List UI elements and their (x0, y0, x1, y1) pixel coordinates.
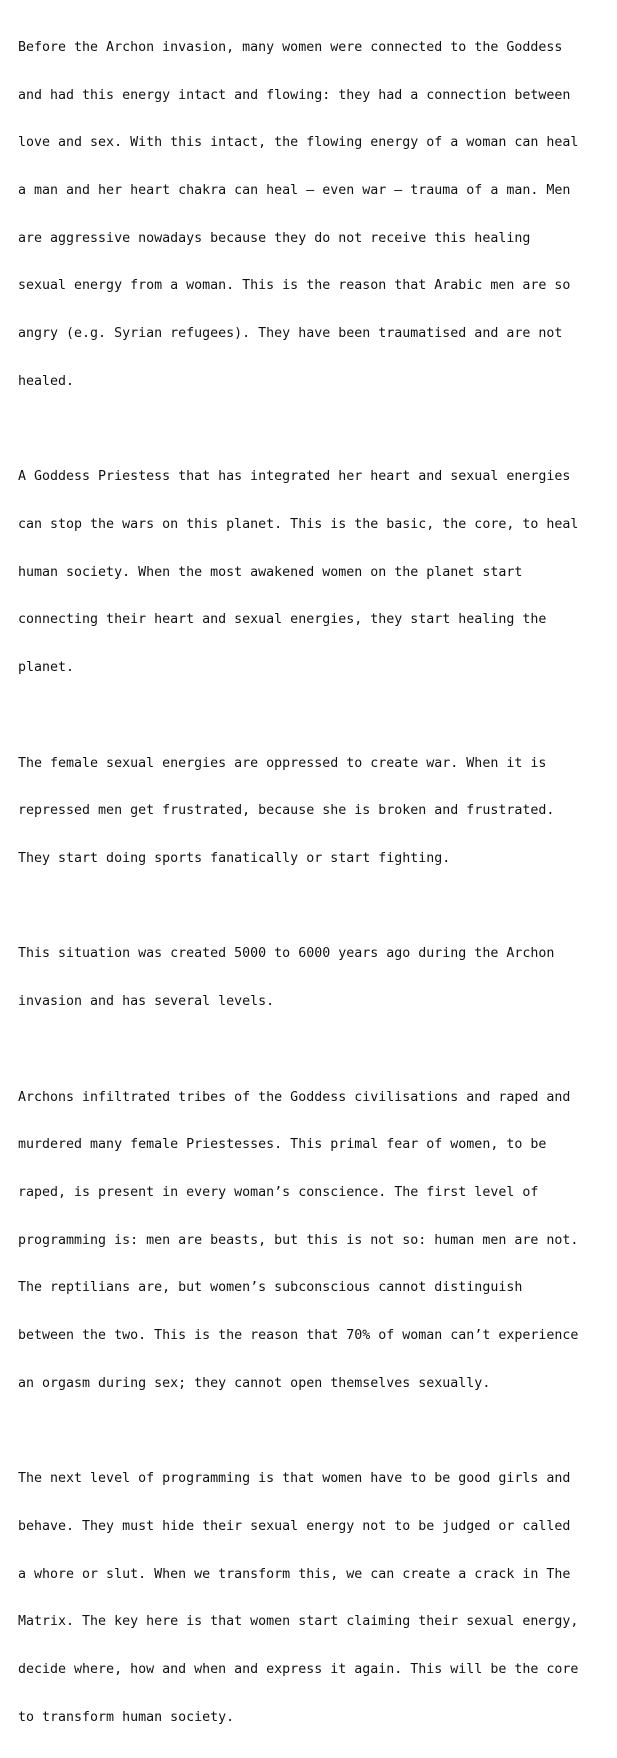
text-line: A Goddess Priestess that has integrated her heart and sexual energies (18, 469, 571, 485)
text-line: and had this energy intact and flowing: they had a connection between (18, 87, 571, 103)
text-line: love and sex. With this intact, the flowing energy of a woman can heal (18, 135, 579, 151)
text-line: murdered many female Priestesses. This primal fear of women, to be (18, 1137, 547, 1153)
text-line: programming is: men are beasts, but this is not so: human men are not. (18, 1232, 579, 1248)
text-line: The next level of programming is that women have to be good girls and (18, 1471, 571, 1487)
text-line: to transform human society. (18, 1709, 235, 1725)
text-line: a whore or slut. When we transform this, we can create a crack in The (18, 1566, 571, 1582)
paragraph-female-energies (18, 724, 617, 899)
text-line: Before the Archon invasion, many women were connected to the Goddess (18, 39, 563, 55)
paragraph-goddess-priestess (18, 437, 617, 707)
text-line: a man and her heart chakra can heal – even war – trauma of a man. Men (18, 182, 571, 198)
text-line: They start doing sports fanatically or start fighting. (18, 851, 451, 866)
text-line: decide where, how and when and express it again. This will be the core (18, 1662, 579, 1678)
text-line: human society. When the most awakened women on the planet start (18, 564, 523, 580)
text-line: Matrix. The key here is that women start claiming their sexual energy, (18, 1614, 579, 1630)
paragraph-archons-infiltrated (18, 1058, 617, 1424)
paragraph-situation-history (18, 915, 617, 1042)
text-line: repressed men get frustrated, because she is broken and frustrated. (18, 803, 555, 819)
text-line: Archons infiltrated tribes of the Goddess civilisations and raped and (18, 1089, 571, 1105)
text-line: This situation was created 5000 to 6000 years ago during the Archon (18, 946, 555, 962)
text-line: sexual energy from a woman. This is the reason that Arabic men are so (18, 278, 571, 294)
text-line: The female sexual energies are oppressed to create war. When it is (18, 755, 547, 771)
text-line: raped, is present in every woman’s conscience. The first level of (18, 1185, 539, 1200)
text-line: between the two. This is the reason that 70% of woman can’t experience (18, 1328, 579, 1344)
text-line: connecting their heart and sexual energies, they start healing the (18, 612, 547, 628)
paragraph-next-level-programming (18, 1439, 617, 1757)
text-line: an orgasm during sex; they cannot open themselves sexually. (18, 1375, 491, 1391)
text-line: The reptilians are, but women’s subconscious cannot distinguish (18, 1280, 523, 1296)
text-line: healed. (18, 373, 75, 389)
text-line: are aggressive nowadays because they do not receive this healing (18, 230, 531, 246)
text-line: can stop the wars on this planet. This is the basic, the core, to heal (18, 516, 579, 532)
text-line: invasion and has several levels. (18, 994, 275, 1010)
text-line: planet. (18, 660, 75, 676)
text-line: behave. They must hide their sexual energy not to be judged or called (18, 1519, 571, 1535)
text-line: angry (e.g. Syrian refugees). They have been traumatised and are not (18, 326, 563, 342)
paragraph-archon-invasion (18, 8, 617, 422)
